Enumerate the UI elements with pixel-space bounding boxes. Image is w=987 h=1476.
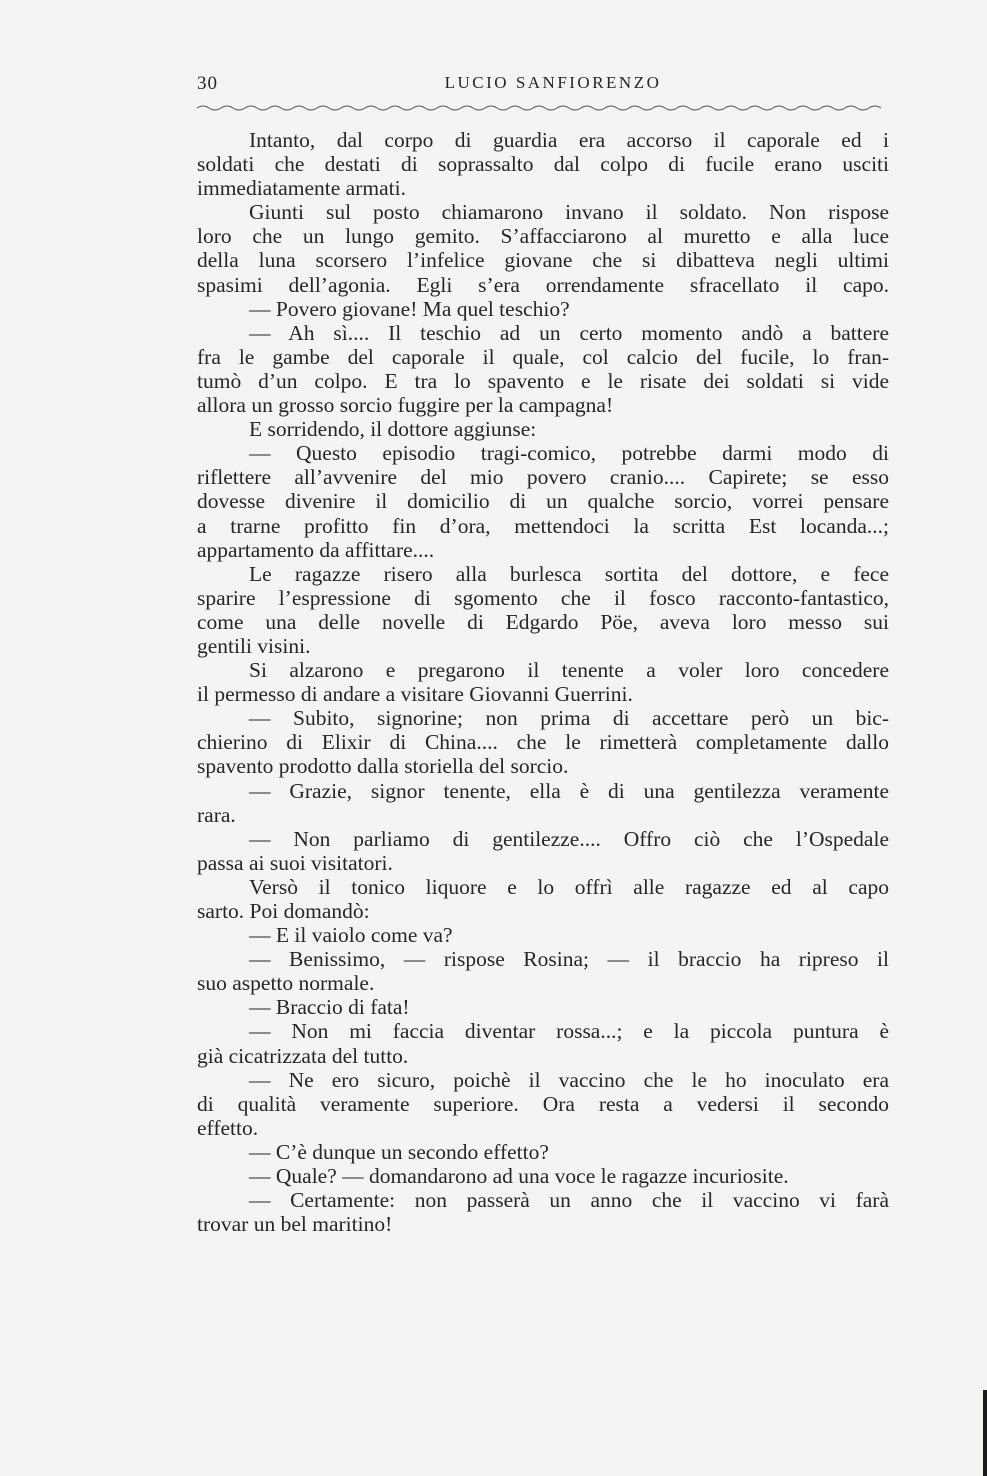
text-line: della luna scorsero l’infelice giovane che si dibatteva negli ultimi <box>197 248 889 273</box>
text-line: spasimi dell’agonia. Egli s’era orrendamente sfracellato il capo. <box>197 272 889 297</box>
text-line: trovar un bel maritino! <box>197 1212 393 1237</box>
text-line: dovesse divenire il domicilio di un qualche sorcio, vorrei pensare <box>197 489 889 514</box>
text-line: Giunti sul posto chiamarono invano il soldato. Non rispose <box>249 200 889 225</box>
text-line: — Ah sì.... Il teschio ad un certo momento andò a battere <box>249 320 889 345</box>
text-line: spavento prodotto dalla storiella del sorcio. <box>197 754 569 779</box>
text-line: — C’è dunque un secondo effetto? <box>249 1139 549 1164</box>
text-line: chierino di Elixir di China.... che le rimetterà completamente dallo <box>197 730 889 755</box>
text-line: loro che un lungo gemito. S’affacciarono al muretto e alla luce <box>197 224 889 249</box>
text-line: di qualità veramente superiore. Ora resta a vedersi il secondo <box>197 1091 889 1116</box>
text-line: — Non mi faccia diventar rossa...; e la piccola puntura è <box>249 1019 889 1044</box>
text-line: — Benissimo, — rispose Rosina; — il braccio ha ripreso il <box>249 947 889 972</box>
text-line: appartamento da affittare.... <box>197 537 435 562</box>
text-line: riflettere all’avvenire del mio povero cranio.... Capirete; se esso <box>197 465 889 490</box>
text-line: — Quale? — domandarono ad una voce le ragazze incuriosite. <box>249 1164 789 1189</box>
text-line: effetto. <box>197 1115 259 1140</box>
body-text <box>197 128 889 1236</box>
text-line: — Grazie, signor tenente, ella è di una gentilezza veramente <box>249 778 889 803</box>
header-wavy-rule <box>197 104 889 112</box>
text-line: E sorridendo, il dottore aggiunse: <box>249 417 537 442</box>
text-line: — Povero giovane! Ma quel teschio? <box>249 296 570 321</box>
text-line: — Subito, signorine; non prima di accettare però un bic- <box>249 706 889 731</box>
text-line: il permesso di andare a visitare Giovanni Guerrini. <box>197 682 633 707</box>
text-line: Le ragazze risero alla burlesca sortita del dottore, e fece <box>249 561 889 586</box>
text-line: — Certamente: non passerà un anno che il vaccino vi farà <box>249 1188 889 1213</box>
running-head: LUCIO SANFIORENZO <box>444 73 662 92</box>
text-line: fra le gambe del caporale il quale, col calcio del fucile, lo fran- <box>197 344 889 369</box>
text-line: soldati che destati di soprassalto dal colpo di fucile erano usciti <box>197 152 889 177</box>
text-line: rara. <box>197 802 236 827</box>
text-line: Intanto, dal corpo di guardia era accorso il caporale ed i <box>249 128 889 152</box>
text-line: come una delle novelle di Edgardo Pöe, aveva loro messo sui <box>197 609 889 634</box>
text-line: — Braccio di fata! <box>249 995 410 1020</box>
text-line: già cicatrizzata del tutto. <box>197 1043 409 1068</box>
text-line: — Ne ero sicuro, poichè il vaccino che le ho inoculato era <box>249 1067 889 1092</box>
text-line: Versò il tonico liquore e lo offrì alle ragazze ed al capo <box>249 874 889 899</box>
text-line: sparire l’espressione di sgomento che il fosco racconto-fantastico, <box>197 585 889 610</box>
text-line: — E il vaiolo come va? <box>249 923 453 948</box>
text-line: gentili visini. <box>197 633 311 658</box>
text-line: Si alzarono e pregarono il tenente a voler loro concedere <box>249 658 889 683</box>
page-number: 30 <box>197 73 218 94</box>
text-line: passa ai suoi visitatori. <box>197 850 393 875</box>
text-line: — Questo episodio tragi-comico, potrebbe darmi modo di <box>249 441 889 466</box>
text-line: — Non parliamo di gentilezze.... Offro ciò che l’Ospedale <box>249 826 889 851</box>
text-line: immediatamente armati. <box>197 176 406 201</box>
text-line: a trarne profitto fin d’ora, mettendoci la scritta Est locanda...; <box>197 513 889 538</box>
text-line: suo aspetto normale. <box>197 971 375 996</box>
text-line: allora un grosso sorcio fuggire per la campagna! <box>197 393 614 418</box>
scan-edge-bar <box>983 1390 987 1476</box>
page-header <box>197 73 889 101</box>
text-line: tumò d’un colpo. E tra lo spavento e le risate dei soldati si vide <box>197 368 889 393</box>
text-line: sarto. Poi domandò: <box>197 899 370 923</box>
